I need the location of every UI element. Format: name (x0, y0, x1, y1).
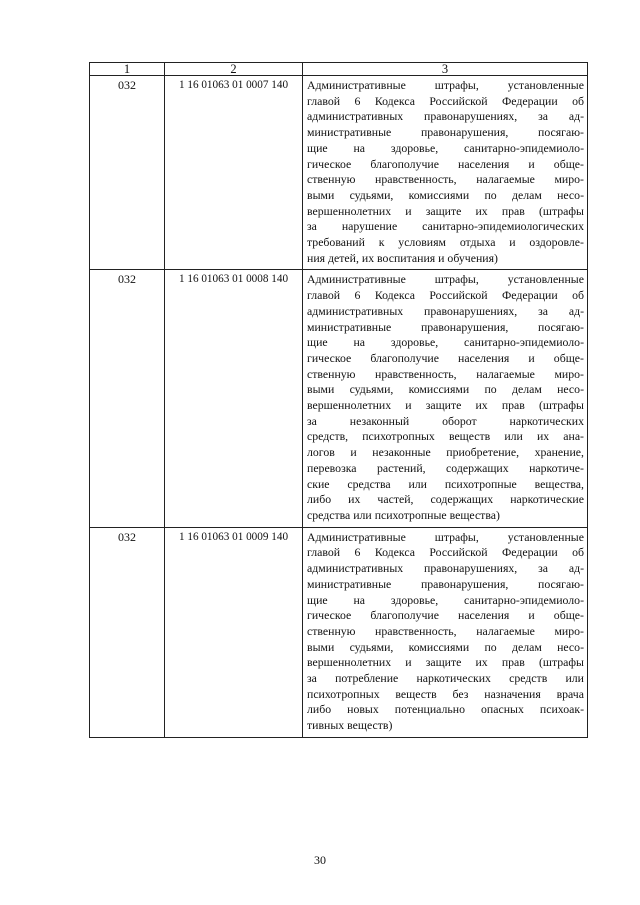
word: об (572, 545, 584, 560)
word: средства (307, 507, 351, 522)
word: штрафы, (434, 78, 479, 92)
word: правонарушения, (420, 319, 509, 334)
word: нарушение (341, 219, 398, 234)
word: правонарушения, (420, 125, 509, 140)
word: и (405, 655, 412, 670)
word: или (353, 507, 372, 522)
table-body (90, 76, 588, 738)
admin-code-cell: 032 (90, 76, 165, 270)
text-line (307, 624, 584, 640)
text-line (307, 304, 584, 320)
word: щие (307, 335, 328, 350)
word: установленные (507, 272, 584, 287)
word: судьями, (349, 639, 394, 654)
word: за (538, 109, 548, 124)
text-line (307, 671, 584, 687)
word: правонарушениях, (424, 561, 518, 576)
word: или (565, 671, 584, 686)
word: благополучие (370, 608, 439, 623)
word: налагаемые (476, 623, 535, 638)
word: их (475, 655, 488, 670)
column-header: 2 (165, 63, 303, 76)
word: административных (307, 561, 404, 576)
word: административных (307, 109, 404, 124)
word: наркотиче- (529, 460, 584, 475)
word: делам (511, 382, 542, 397)
word: ские (307, 476, 330, 491)
word: незаконные (372, 445, 431, 460)
kbk-code-cell: 1 16 01063 01 0008 140 (165, 270, 303, 527)
word: (штрафы (538, 203, 584, 218)
word: прав (501, 398, 525, 413)
word: психотропных (362, 429, 435, 444)
word: частей, (377, 492, 414, 507)
text-line (307, 687, 584, 703)
text-line (307, 320, 584, 336)
word: административных (307, 303, 404, 318)
word: либо (307, 702, 332, 717)
word: Российской (429, 545, 488, 560)
word: обучения) (447, 250, 498, 265)
word: прав (501, 203, 525, 218)
word: защите (425, 398, 462, 413)
text-line (307, 508, 584, 524)
word: вещества, (534, 476, 584, 491)
word: нравственность, (375, 623, 457, 638)
text-line (307, 414, 584, 430)
text-line (307, 219, 584, 235)
text-line (307, 561, 584, 577)
word: их (475, 203, 488, 218)
text-line (307, 545, 584, 561)
word: детей, (328, 250, 359, 265)
text-line (307, 640, 584, 656)
kbk-code-cell: 1 16 01063 01 0009 140 (165, 527, 303, 737)
word: выми (307, 639, 335, 654)
word: и (350, 445, 357, 460)
word: и (528, 350, 535, 365)
word: по (484, 382, 497, 397)
table-row (90, 270, 588, 527)
word: защите (425, 203, 462, 218)
word: наркотических (509, 413, 584, 428)
word: здоровье, (390, 335, 439, 350)
word: Федерации (501, 93, 558, 108)
word: требований (307, 235, 365, 250)
word: налагаемые (476, 366, 535, 381)
word: за (307, 219, 317, 234)
word: вещества) (449, 507, 500, 522)
word: их (348, 492, 361, 507)
word: нравственность, (375, 172, 457, 187)
word: несо- (557, 187, 584, 202)
word: ад- (568, 109, 584, 124)
word: ния (307, 250, 326, 265)
word: Административные (307, 272, 406, 287)
word: веществ (395, 686, 437, 701)
word: по (484, 187, 497, 202)
text-line (307, 718, 584, 734)
word: логов (307, 445, 335, 460)
word: потенциально (394, 702, 465, 717)
text-line (307, 367, 584, 383)
word: миро- (554, 366, 584, 381)
text-line (307, 141, 584, 157)
text-line (307, 335, 584, 351)
word: за (307, 413, 317, 428)
text-line (307, 125, 584, 141)
text-line (307, 461, 584, 477)
word: правонарушения, (420, 576, 509, 591)
word: средств (509, 671, 548, 686)
table-row (90, 76, 588, 270)
word: защите (425, 655, 462, 670)
word: и (438, 250, 445, 265)
kbk-code-cell: 1 16 01063 01 0007 140 (165, 76, 303, 270)
text-line (307, 593, 584, 609)
word: их (361, 250, 375, 265)
word: несо- (557, 382, 584, 397)
word: к (378, 235, 385, 250)
word: установленные (507, 78, 584, 92)
word: за (307, 671, 317, 686)
word: за (538, 303, 548, 318)
word: установленные (507, 529, 584, 544)
text-line (307, 577, 584, 593)
word: главой (307, 288, 341, 303)
word: назначения (484, 686, 541, 701)
text-line (307, 288, 584, 304)
table-header-row (90, 63, 588, 76)
word: обще- (553, 608, 584, 623)
word: и (509, 235, 516, 250)
page-number: 30 (314, 853, 326, 867)
word: ад- (568, 303, 584, 318)
word: либо (307, 492, 332, 507)
word: средств, (307, 429, 349, 444)
word: потребление (335, 671, 399, 686)
word: или (504, 429, 523, 444)
word: благополучие (370, 156, 439, 171)
word: на (353, 335, 366, 350)
word: обще- (553, 350, 584, 365)
word: Кодекса (374, 545, 415, 560)
word: оборот (442, 413, 477, 428)
word: врача (556, 686, 584, 701)
text-line (307, 188, 584, 204)
word: комиссиями (408, 382, 470, 397)
text-line (307, 172, 584, 188)
word: щие (307, 140, 328, 155)
word: растений, (376, 460, 426, 475)
word: 6 (354, 545, 361, 560)
word: Кодекса (374, 93, 415, 108)
word: делам (511, 639, 542, 654)
column-header: 3 (303, 63, 588, 76)
word: 6 (354, 93, 361, 108)
word: об (572, 93, 584, 108)
word: психотропные (444, 476, 517, 491)
word: психотропные (374, 507, 447, 522)
word: правонарушениях, (424, 109, 518, 124)
word: посягаю- (538, 576, 584, 591)
word: гическое (307, 156, 352, 171)
word: средства (347, 476, 391, 491)
word: миро- (554, 623, 584, 638)
word: санитарно-эпидемиоло- (464, 335, 584, 350)
word: миро- (554, 172, 584, 187)
word: веществ (448, 429, 491, 444)
word: Кодекса (374, 288, 415, 303)
word: населения (458, 350, 510, 365)
word: и (528, 608, 535, 623)
word: налагаемые (476, 172, 535, 187)
column-header: 1 (90, 63, 165, 76)
word: вершеннолетних (307, 655, 392, 670)
text-line (307, 204, 584, 220)
word: их (475, 398, 488, 413)
word: нравственность, (375, 366, 457, 381)
word: несо- (557, 639, 584, 654)
word: населения (458, 156, 510, 171)
word: наркотические (510, 492, 584, 507)
word: выми (307, 382, 335, 397)
word: санитарно-эпидемиоло- (464, 140, 584, 155)
word: воспитания (377, 250, 436, 265)
word: 6 (354, 288, 361, 303)
word: их (536, 429, 550, 444)
word: министративные (307, 576, 392, 591)
word: санитарно-эпидемиологических (422, 219, 584, 234)
word: или (408, 476, 427, 491)
word: Федерации (501, 545, 558, 560)
word: главой (307, 545, 341, 560)
text-line (307, 382, 584, 398)
text-line (307, 398, 584, 414)
word: Административные (307, 78, 406, 92)
word: вершеннолетних (307, 398, 392, 413)
word: санитарно-эпидемиоло- (464, 592, 584, 607)
text-line (307, 272, 584, 288)
word: наркотических (416, 671, 491, 686)
word: гическое (307, 350, 352, 365)
word: психоак- (539, 702, 584, 717)
word: штрафы, (434, 272, 479, 287)
word: и (528, 156, 535, 171)
word: гическое (307, 608, 352, 623)
word: приобретение, (446, 445, 520, 460)
revenue-name-cell (303, 270, 588, 527)
word: (штрафы (538, 655, 584, 670)
word: вершеннолетних (307, 203, 392, 218)
text-line (307, 351, 584, 367)
word: Российской (429, 288, 488, 303)
word: посягаю- (538, 125, 584, 140)
text-line (307, 655, 584, 671)
word: посягаю- (538, 319, 584, 334)
word: об (572, 288, 584, 303)
word: комиссиями (408, 639, 470, 654)
word: психотропных (307, 686, 380, 701)
word: комиссиями (408, 187, 470, 202)
word: хранение, (534, 445, 584, 460)
admin-code-cell: 032 (90, 270, 165, 527)
text-line (307, 477, 584, 493)
word: щие (307, 592, 328, 607)
word: по (484, 639, 497, 654)
word: оздоровле- (529, 235, 584, 250)
text-line (307, 251, 584, 267)
word: на (353, 592, 366, 607)
text-line (307, 429, 584, 445)
word: и (405, 398, 412, 413)
word: отдыха (459, 235, 496, 250)
text-line (307, 109, 584, 125)
word: ственную (307, 623, 356, 638)
word: делам (511, 187, 542, 202)
word: опасных (481, 702, 524, 717)
text-line (307, 445, 584, 461)
text-line (307, 492, 584, 508)
text-line (307, 78, 584, 94)
word: перевозка (307, 460, 357, 475)
word: Федерации (501, 288, 558, 303)
text-line (307, 608, 584, 624)
text-line (307, 702, 584, 718)
budget-codes-table (89, 62, 588, 738)
word: ственную (307, 366, 356, 381)
word: незаконный (349, 413, 410, 428)
word: на (353, 140, 366, 155)
word: содержащих (446, 460, 509, 475)
word: судьями, (349, 382, 394, 397)
word: штрафы, (434, 529, 479, 544)
word: новых (347, 702, 379, 717)
word: ана- (563, 429, 584, 444)
text-line (307, 530, 584, 546)
revenue-name-cell (303, 76, 588, 270)
word: веществ) (347, 718, 393, 733)
word: (штрафы (538, 398, 584, 413)
word: министративные (307, 319, 392, 334)
word: тивных (307, 718, 345, 733)
word: благополучие (370, 350, 439, 365)
text-line (307, 157, 584, 173)
word: и (405, 203, 412, 218)
word: обще- (553, 156, 584, 171)
word: судьями, (349, 187, 394, 202)
word: правонарушениях, (424, 303, 518, 318)
word: населения (458, 608, 510, 623)
word: министративные (307, 125, 392, 140)
admin-code-cell: 032 (90, 527, 165, 737)
word: без (452, 686, 469, 701)
table-row (90, 527, 588, 737)
word: ственную (307, 172, 356, 187)
revenue-name-cell (303, 527, 588, 737)
word: содержащих (430, 492, 494, 507)
word: условиям (398, 235, 446, 250)
word: ад- (568, 561, 584, 576)
word: за (538, 561, 548, 576)
word: выми (307, 187, 335, 202)
text-line (307, 235, 584, 251)
text-line (307, 94, 584, 110)
word: главой (307, 93, 341, 108)
word: здоровье, (390, 140, 439, 155)
word: Административные (307, 529, 406, 544)
word: прав (501, 655, 525, 670)
word: здоровье, (390, 592, 439, 607)
word: Российской (429, 93, 488, 108)
